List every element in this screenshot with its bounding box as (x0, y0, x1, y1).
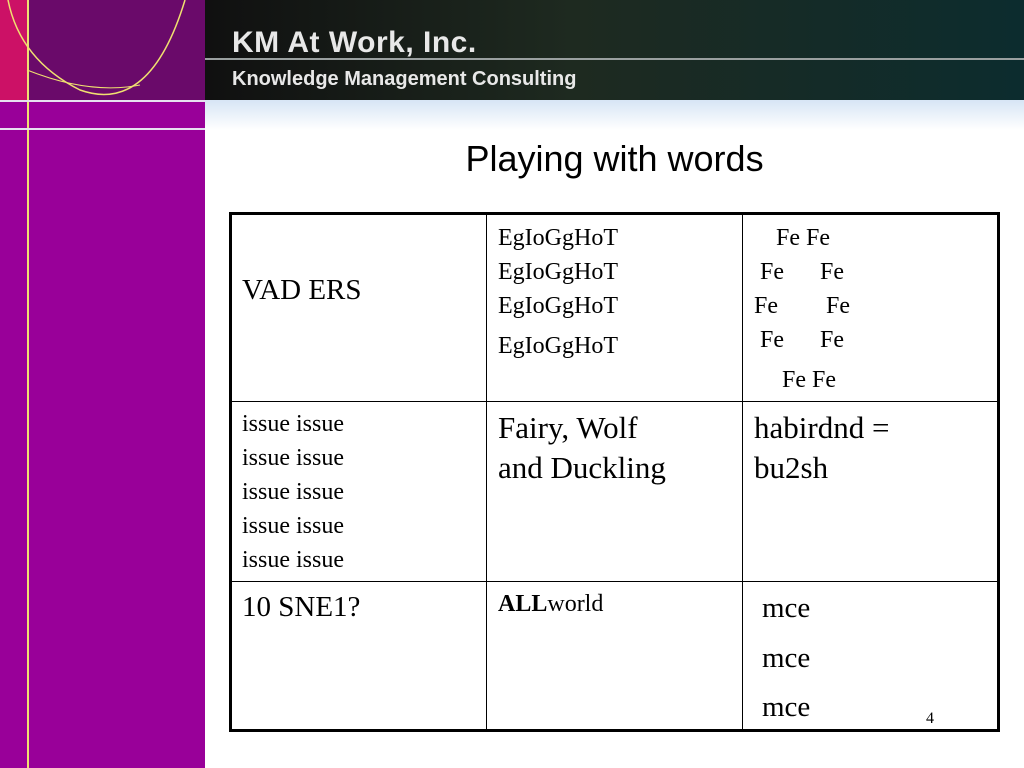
cell-r2c1-line-5: issue issue (242, 547, 344, 573)
cell-r3c3-line-1: mce (762, 592, 811, 624)
sidebar-vertical-line (27, 0, 29, 768)
company-name: KM At Work, Inc. (232, 26, 477, 59)
cell-r1c3-line-3: Fe Fe (754, 293, 850, 319)
row-divider-1 (232, 401, 997, 402)
column-divider-2 (742, 215, 743, 729)
cell-r2c3-line-2: bu2sh (754, 450, 829, 485)
cell-r2c1-line-2: issue issue (242, 445, 344, 471)
cell-r3c2 (498, 592, 603, 616)
cell-r3c1: 10 SNE1? (242, 591, 361, 623)
slide-title: Playing with words (465, 138, 764, 179)
cell-r1c3-line-5: Fe Fe (782, 367, 836, 393)
cell-r1c2-line-1: EgIoGgHoT (498, 225, 618, 251)
cell-r2c1-line-1: issue issue (242, 411, 344, 437)
cell-r2c3-line-1: habirdnd = (754, 410, 890, 445)
sidebar-divider-1 (0, 100, 205, 102)
cell-r1c2-line-2: EgIoGgHoT (498, 259, 618, 285)
row-divider-2 (232, 581, 997, 582)
column-divider-1 (486, 215, 487, 729)
cell-r3c2-rest: world (547, 591, 604, 617)
page-number: 4 (926, 710, 934, 727)
company-tagline: Knowledge Management Consulting (232, 68, 577, 90)
cell-r2c1-line-3: issue issue (242, 479, 344, 505)
cell-r3c2-bold: ALL (498, 591, 548, 617)
cell-r1c1: VAD ERS (242, 274, 362, 306)
cell-r2c1-line-4: issue issue (242, 513, 344, 539)
cell-r1c2-line-4: EgIoGgHoT (498, 333, 618, 359)
cell-r1c3-line-2: Fe Fe (760, 259, 844, 285)
cell-r1c3-line-1: Fe Fe (776, 225, 830, 251)
sidebar-divider-2 (0, 128, 205, 130)
cell-r1c3-line-4: Fe Fe (760, 327, 844, 353)
cell-r2c2-line-2: and Duckling (498, 450, 666, 485)
cell-r3c3-line-3: mce (762, 691, 811, 723)
cell-r3c3-line-2: mce (762, 642, 811, 674)
header-fade (205, 100, 1024, 130)
cell-r1c2-line-3: EgIoGgHoT (498, 293, 618, 319)
decorative-arc (0, 0, 205, 130)
cell-r2c2-line-1: Fairy, Wolf (498, 410, 638, 445)
